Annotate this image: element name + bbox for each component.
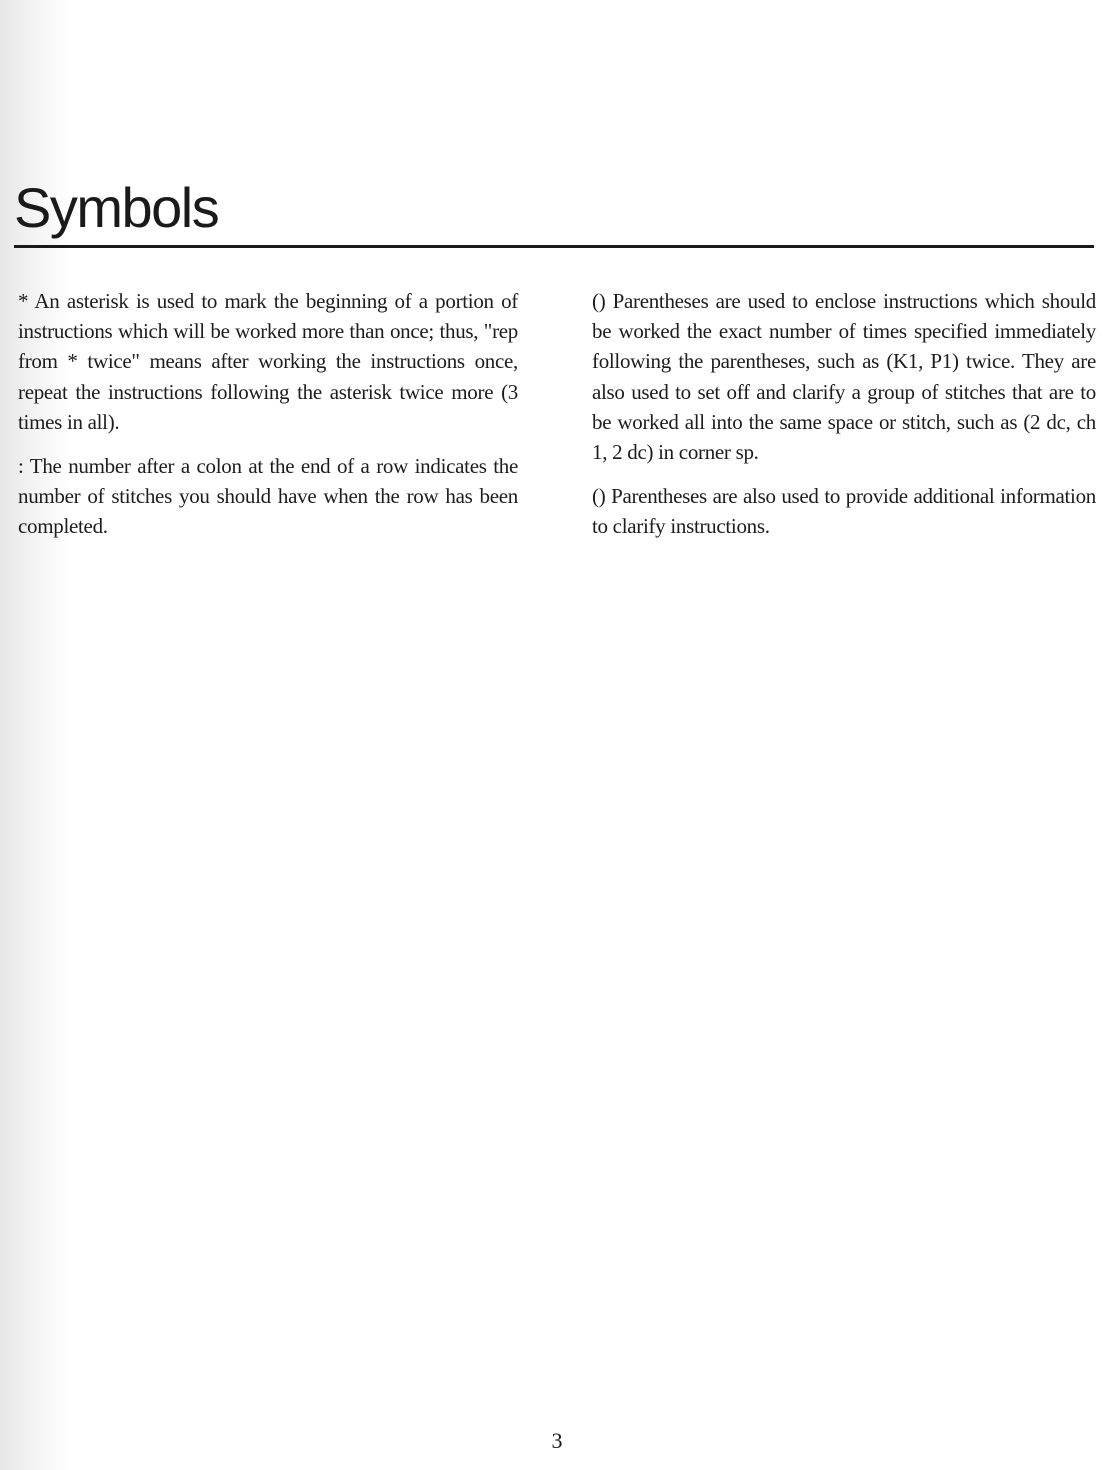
parentheses-paragraph: () Parentheses are used to enclose instructions which should be worked the exact number of times specified immediately following the parentheses, such as (K1, P1) twice. They are also used to set off and clarify a group of stitches that are to be worked all into the same space or stitch, such as (2 dc, ch 1, 2 dc) in corner sp.: [592, 289, 1096, 465]
asterisk-paragraph: * An asterisk is used to mark the beginning of a portion of instructions which will be worked more than once; thus, "rep from * twice" means after working the instructions once, repeat the instructions following the asterisk twice more (3 times in all).: [18, 289, 518, 434]
page-number: 3: [551, 1428, 563, 1453]
right-column: [592, 286, 1096, 556]
left-column: [18, 286, 518, 556]
colon-paragraph: : The number after a colon at the end of a row indicates the number of stitches you should have when the row has been completed.: [18, 454, 518, 539]
title-rule: [14, 245, 1094, 248]
page-title: Symbols: [14, 176, 219, 239]
parentheses-additional-paragraph: () Parentheses are also used to provide additional information to clarify instructions.: [592, 484, 1096, 539]
